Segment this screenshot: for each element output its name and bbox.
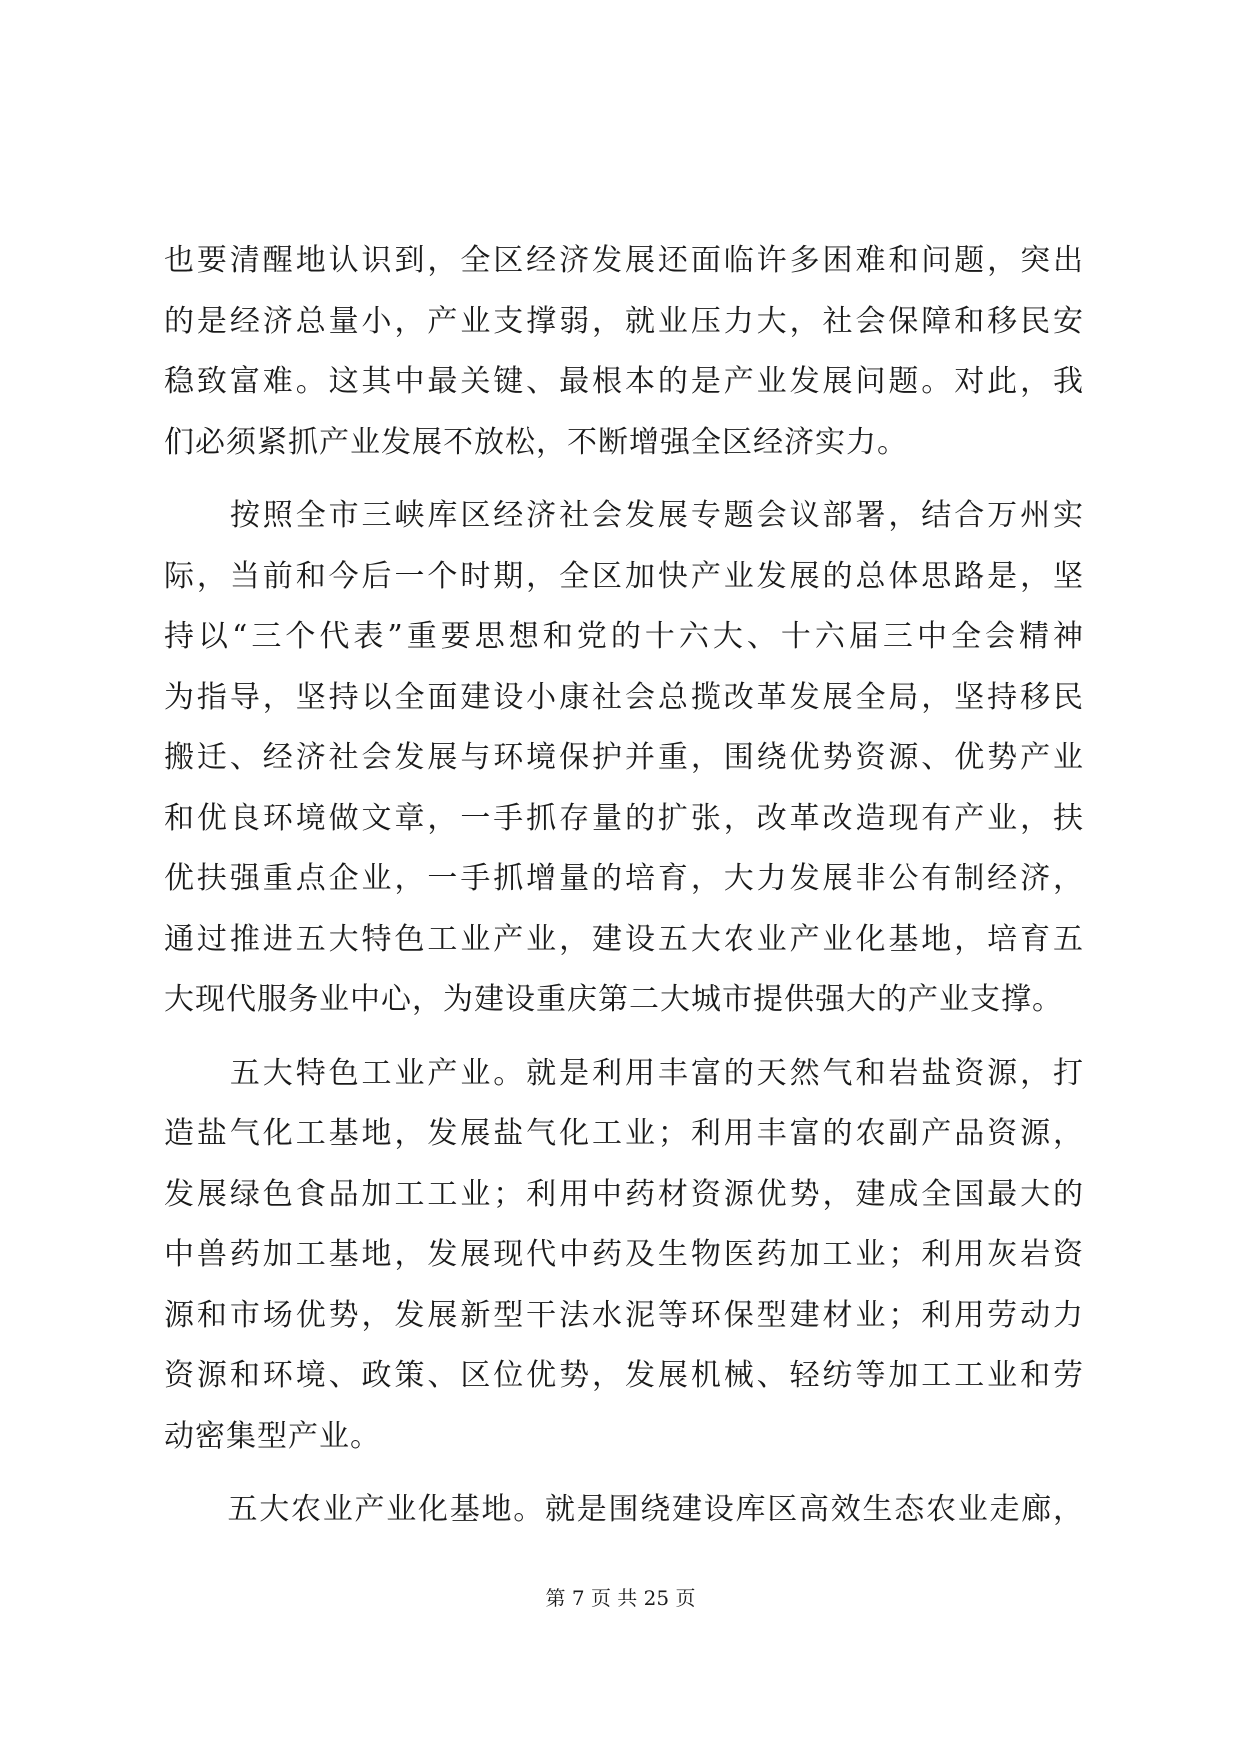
paragraph-2 — [164, 486, 1084, 1031]
text-line: 资源和环境、政策、区位优势，发展机械、轻纺等加工工业和劳 — [164, 1358, 1084, 1393]
text-line: 稳致富难。这其中最关键、最根本的是产业发展问题。对此，我 — [164, 364, 1084, 399]
text-line: 持以“三个代表”重要思想和党的十六大、十六届三中全会精神 — [164, 619, 1084, 654]
text-line: 发展绿色食品加工工业；利用中药材资源优势，建成全国最大的 — [164, 1176, 1084, 1212]
text-line: 按照全市三峡库区经济社会发展专题会议部署，结合万州实 — [164, 498, 1084, 533]
text-line: 五大特色工业产业。就是利用丰富的天然气和岩盐资源，打 — [164, 1055, 1084, 1091]
text-line: 通过推进五大特色工业产业，建设五大农业产业化基地，培育五 — [164, 921, 1084, 957]
text-line: 也要清醒地认识到，全区经济发展还面临许多困难和问题，突出 — [164, 243, 1084, 278]
text-line: 的是经济总量小，产业支撑弱，就业压力大，社会保障和移民安 — [164, 303, 1084, 339]
paragraph-3 — [164, 1044, 1084, 1468]
text-line: 和优良环境做文章，一手抓存量的扩张，改革改造现有产业，扶 — [164, 800, 1084, 836]
text-line: 源和市场优势，发展新型干法水泥等环保型建材业；利用劳动力 — [164, 1297, 1084, 1333]
page-number-footer: 第 7 页 共 25 页 — [545, 1586, 696, 1610]
paragraph-1 — [164, 231, 1084, 473]
text-line: 造盐气化工基地，发展盐气化工业；利用丰富的农副产品资源， — [164, 1116, 1084, 1151]
paragraph-spacer — [164, 473, 1084, 486]
paragraph-spacer — [164, 1467, 1084, 1480]
text-line: 动密集型产业。 — [164, 1418, 381, 1454]
text-line: 际，当前和今后一个时期，全区加快产业发展的总体思路是，坚 — [164, 558, 1084, 594]
text-line: 五大农业产业化基地。就是围绕建设库区高效生态农业走廊， — [164, 1492, 1084, 1527]
text-line: 们必须紧抓产业发展不放松，不断增强全区经济实力。 — [164, 424, 908, 460]
paragraph-spacer — [164, 1031, 1084, 1044]
text-line: 搬迁、经济社会发展与环境保护并重，围绕优势资源、优势产业 — [164, 740, 1084, 775]
text-line: 为指导，坚持以全面建设小康社会总揽改革发展全局，坚持移民 — [164, 679, 1084, 715]
body-text — [164, 231, 1084, 1541]
text-line: 大现代服务业中心，为建设重庆第二大城市提供强大的产业支撑。 — [164, 982, 1063, 1017]
text-line: 优扶强重点企业，一手抓增量的培育，大力发展非公有制经济， — [164, 861, 1084, 896]
paragraph-4 — [164, 1480, 1084, 1541]
text-line: 中兽药加工基地，发展现代中药及生物医药加工业；利用灰岩资 — [164, 1237, 1084, 1272]
